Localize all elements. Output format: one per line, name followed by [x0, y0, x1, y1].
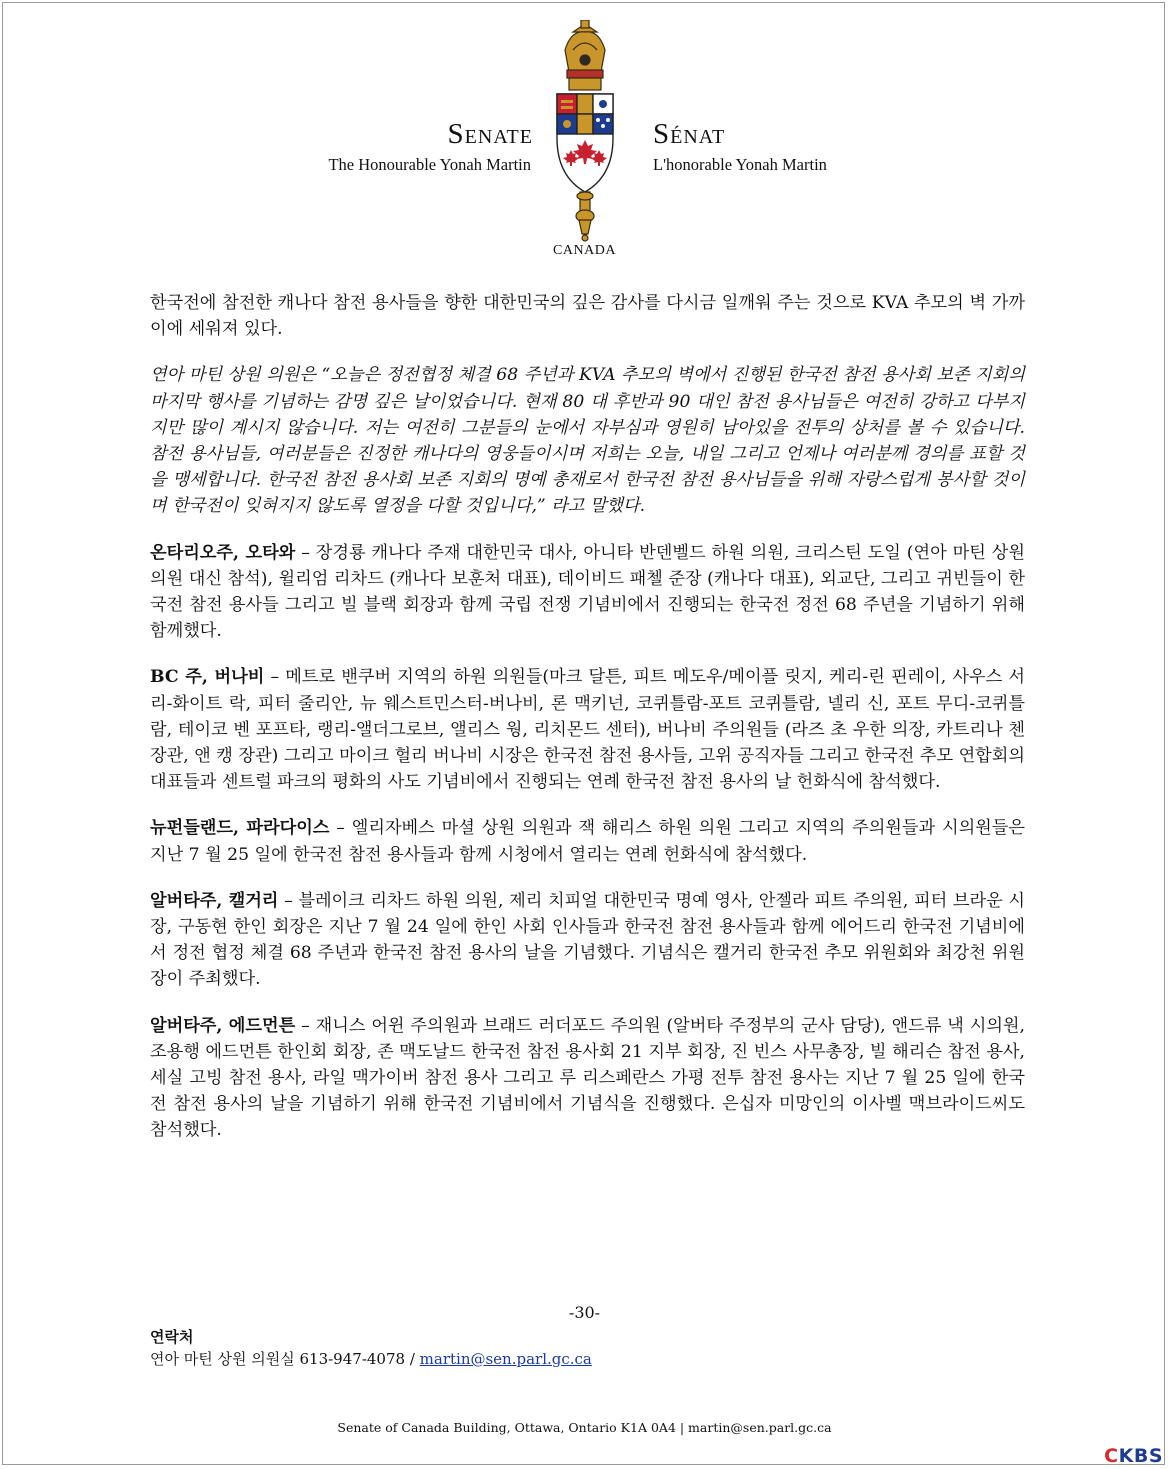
press-release-body [150, 290, 1025, 1164]
page-end-marker: -30- [568, 1303, 601, 1322]
senator-name-fr: L'honorable Yonah Martin [653, 155, 827, 174]
contact-phone: 연아 마틴 상원 의원실 613-947-4078 / [150, 1350, 420, 1368]
paragraph-edmonton-text: – 재니스 어윈 주의원과 브래드 러더포드 주의원 (알버타 주정부의 군사 담당), 앤드류 낵 시의원, 조용행 에드먼튼 한인회 회장, 존 맥도날드 한국전 참전 용사회 21 지부 회장, 진 빈스 사무총장, 빌 해리슨 참전 용사, 세실 고빙 참전 용사, 라일 맥가이버 참전 용사 그리고 루 리스페란스 가평 전투 참전 용사는 지난 7 월 25 일에 한국전 참전 용사의 날을 기념하기 위해 한국전 기념비에서 기념식을 진행했다. 은십자 미망인의 이사벨 맥브라이드씨도 참석했다. [150, 1015, 1025, 1141]
contact-line [150, 1348, 592, 1370]
senate-title-en: Senate [447, 118, 533, 150]
footer-address: Senate of Canada Building, Ottawa, Ontario K1A 0A4 | martin@sen.parl.gc.ca [337, 1420, 832, 1435]
paragraph-edmonton [150, 1013, 1025, 1144]
senate-mace-crest-icon [551, 20, 619, 242]
contact-block [150, 1326, 592, 1370]
region-heading-edmonton: 알버타주, 에드먼튼 [150, 1015, 296, 1036]
paragraph-burnaby-text: – 메트로 밴쿠버 지역의 하원 의원들(마크 달튼, 피트 메도우/메이플 릿지, 케리-린 핀레이, 사우스 서리-화이트 락, 피터 줄리안, 뉴 웨스트민스터-버나비, 론 맥키넌, 코퀴틀람-포트 코퀴틀람, 넬리 신, 포트 무디-코퀴틀람, 테이코 벤 포프타, 랭리-앨더그로브, 앨리스 웡, 리치몬드 센터), 버나비 주의원들 (라즈 초 우한 의장, 카트리나 첸 장관, 앤 캥 장관) 그리고 마이크 헐리 버나비 시장은 한국전 참전 용사들, 고위 공직자들 그리고 한국전 추모 연합회의 대표들과 센트럴 파크의 평화의 사도 기념비에서 진행되는 연례 한국전 참전 용사의 날 헌화식에 참석했다. [150, 667, 1026, 793]
paragraph-calgary-text: – 블레이크 리차드 하원 의원, 제리 치피얼 대한민국 명예 영사, 안젤라 피트 주의원, 피터 브라운 시장, 구동현 한인 회장은 지난 7 월 24 일에 한인 사회 인사들과 한국전 참전 용사들과 함께 에어드리 한국전 기념비에서 정전 협정 체결 68 주년과 한국전 참전 용사의 날을 기념했다. 기념식은 캘거리 한국전 추모 위원회와 최강천 위원장이 주최했다. [150, 890, 1025, 990]
ckbs-watermark-logo [1104, 1445, 1163, 1467]
region-heading-ottawa: 온타리오주, 오타와 [150, 542, 296, 563]
senate-title-fr: Sénat [653, 118, 726, 150]
paragraph-intro: 한국전에 참전한 캐나다 참전 용사들을 향한 대한민국의 깊은 감사를 다시금 일깨워 주는 것으로 KVA 추모의 벽 가까이에 세워져 있다. [150, 293, 1025, 340]
contact-title: 연락처 [150, 1328, 194, 1346]
paragraph-quote: 연아 마틴 상원 의원은 “오늘은 정전협정 체결 68 주년과 KVA 추모의 벽에서 진행된 한국전 참전 용사회 보존 지회의 마지막 행사를 기념하는 감명 깊은 날이었습니다. 현재 80 대 후반과 90 대인 참전 용사님들은 여전히 강하고 다부지지만 많이 계시지 않습니다. 저는 여전히 그분들의 눈에서 자부심과 영원히 남아있을 전투의 상처를 볼 수 있습니다. 참전 용사님들, 여러분들은 진정한 캐나다의 영웅들이시며 저희는 오늘, 내일 그리고 언제나 여러분께 경의를 표할 것을 맹세합니다. 한국전 참전 용사회 보존 지회의 명예 총재로서 한국전 참전 용사님들을 위해 자랑스럽게 봉사할 것이며 한국전이 잊혀지지 않도록 열정을 다할 것입니다,” 라고 말했다. [150, 365, 1025, 517]
region-heading-paradise: 뉴펀들랜드, 파라다이스 [150, 818, 330, 839]
senator-name-en: The Honourable Yonah Martin [328, 155, 531, 174]
watermark-kbs: KBS [1118, 1445, 1163, 1467]
paragraph-burnaby [150, 664, 1025, 795]
country-label: CANADA [553, 243, 616, 258]
paragraph-ottawa-text: – 장경룡 캐나다 주재 대한민국 대사, 아니타 반덴벨드 하원 의원, 크리스틴 도일 (연아 마틴 상원 의원 대신 참석), 윌리엄 리차드 (캐나다 보훈처 대표), 데이비드 패첼 준장 (캐나다 대표), 외교단, 그리고 귀빈들이 한국전 참전 용사들 그리고 빌 블랙 회장과 함께 국립 전쟁 기념비에서 진행되는 한국전 정전 68 주년을 기념하기 위해 함께했다. [150, 542, 1025, 642]
paragraph-calgary [150, 888, 1025, 993]
paragraph-ottawa [150, 540, 1025, 645]
region-heading-calgary: 알버타주, 캘거리 [150, 890, 279, 911]
region-heading-burnaby: BC 주, 버나비 [150, 667, 265, 688]
watermark-c: C [1104, 1445, 1119, 1467]
paragraph-paradise [150, 815, 1025, 867]
letterhead [0, 0, 1169, 270]
paragraph-paradise-text: – 엘리자베스 마셜 상원 의원과 잭 해리스 하원 의원 그리고 지역의 주의원들과 시의원들은 지난 7 월 25 일에 한국전 참전 용사들과 함께 시청에서 열리는 연례 헌화식에 참석했다. [150, 818, 1025, 865]
contact-email-link[interactable]: martin@sen.parl.gc.ca [419, 1350, 592, 1368]
